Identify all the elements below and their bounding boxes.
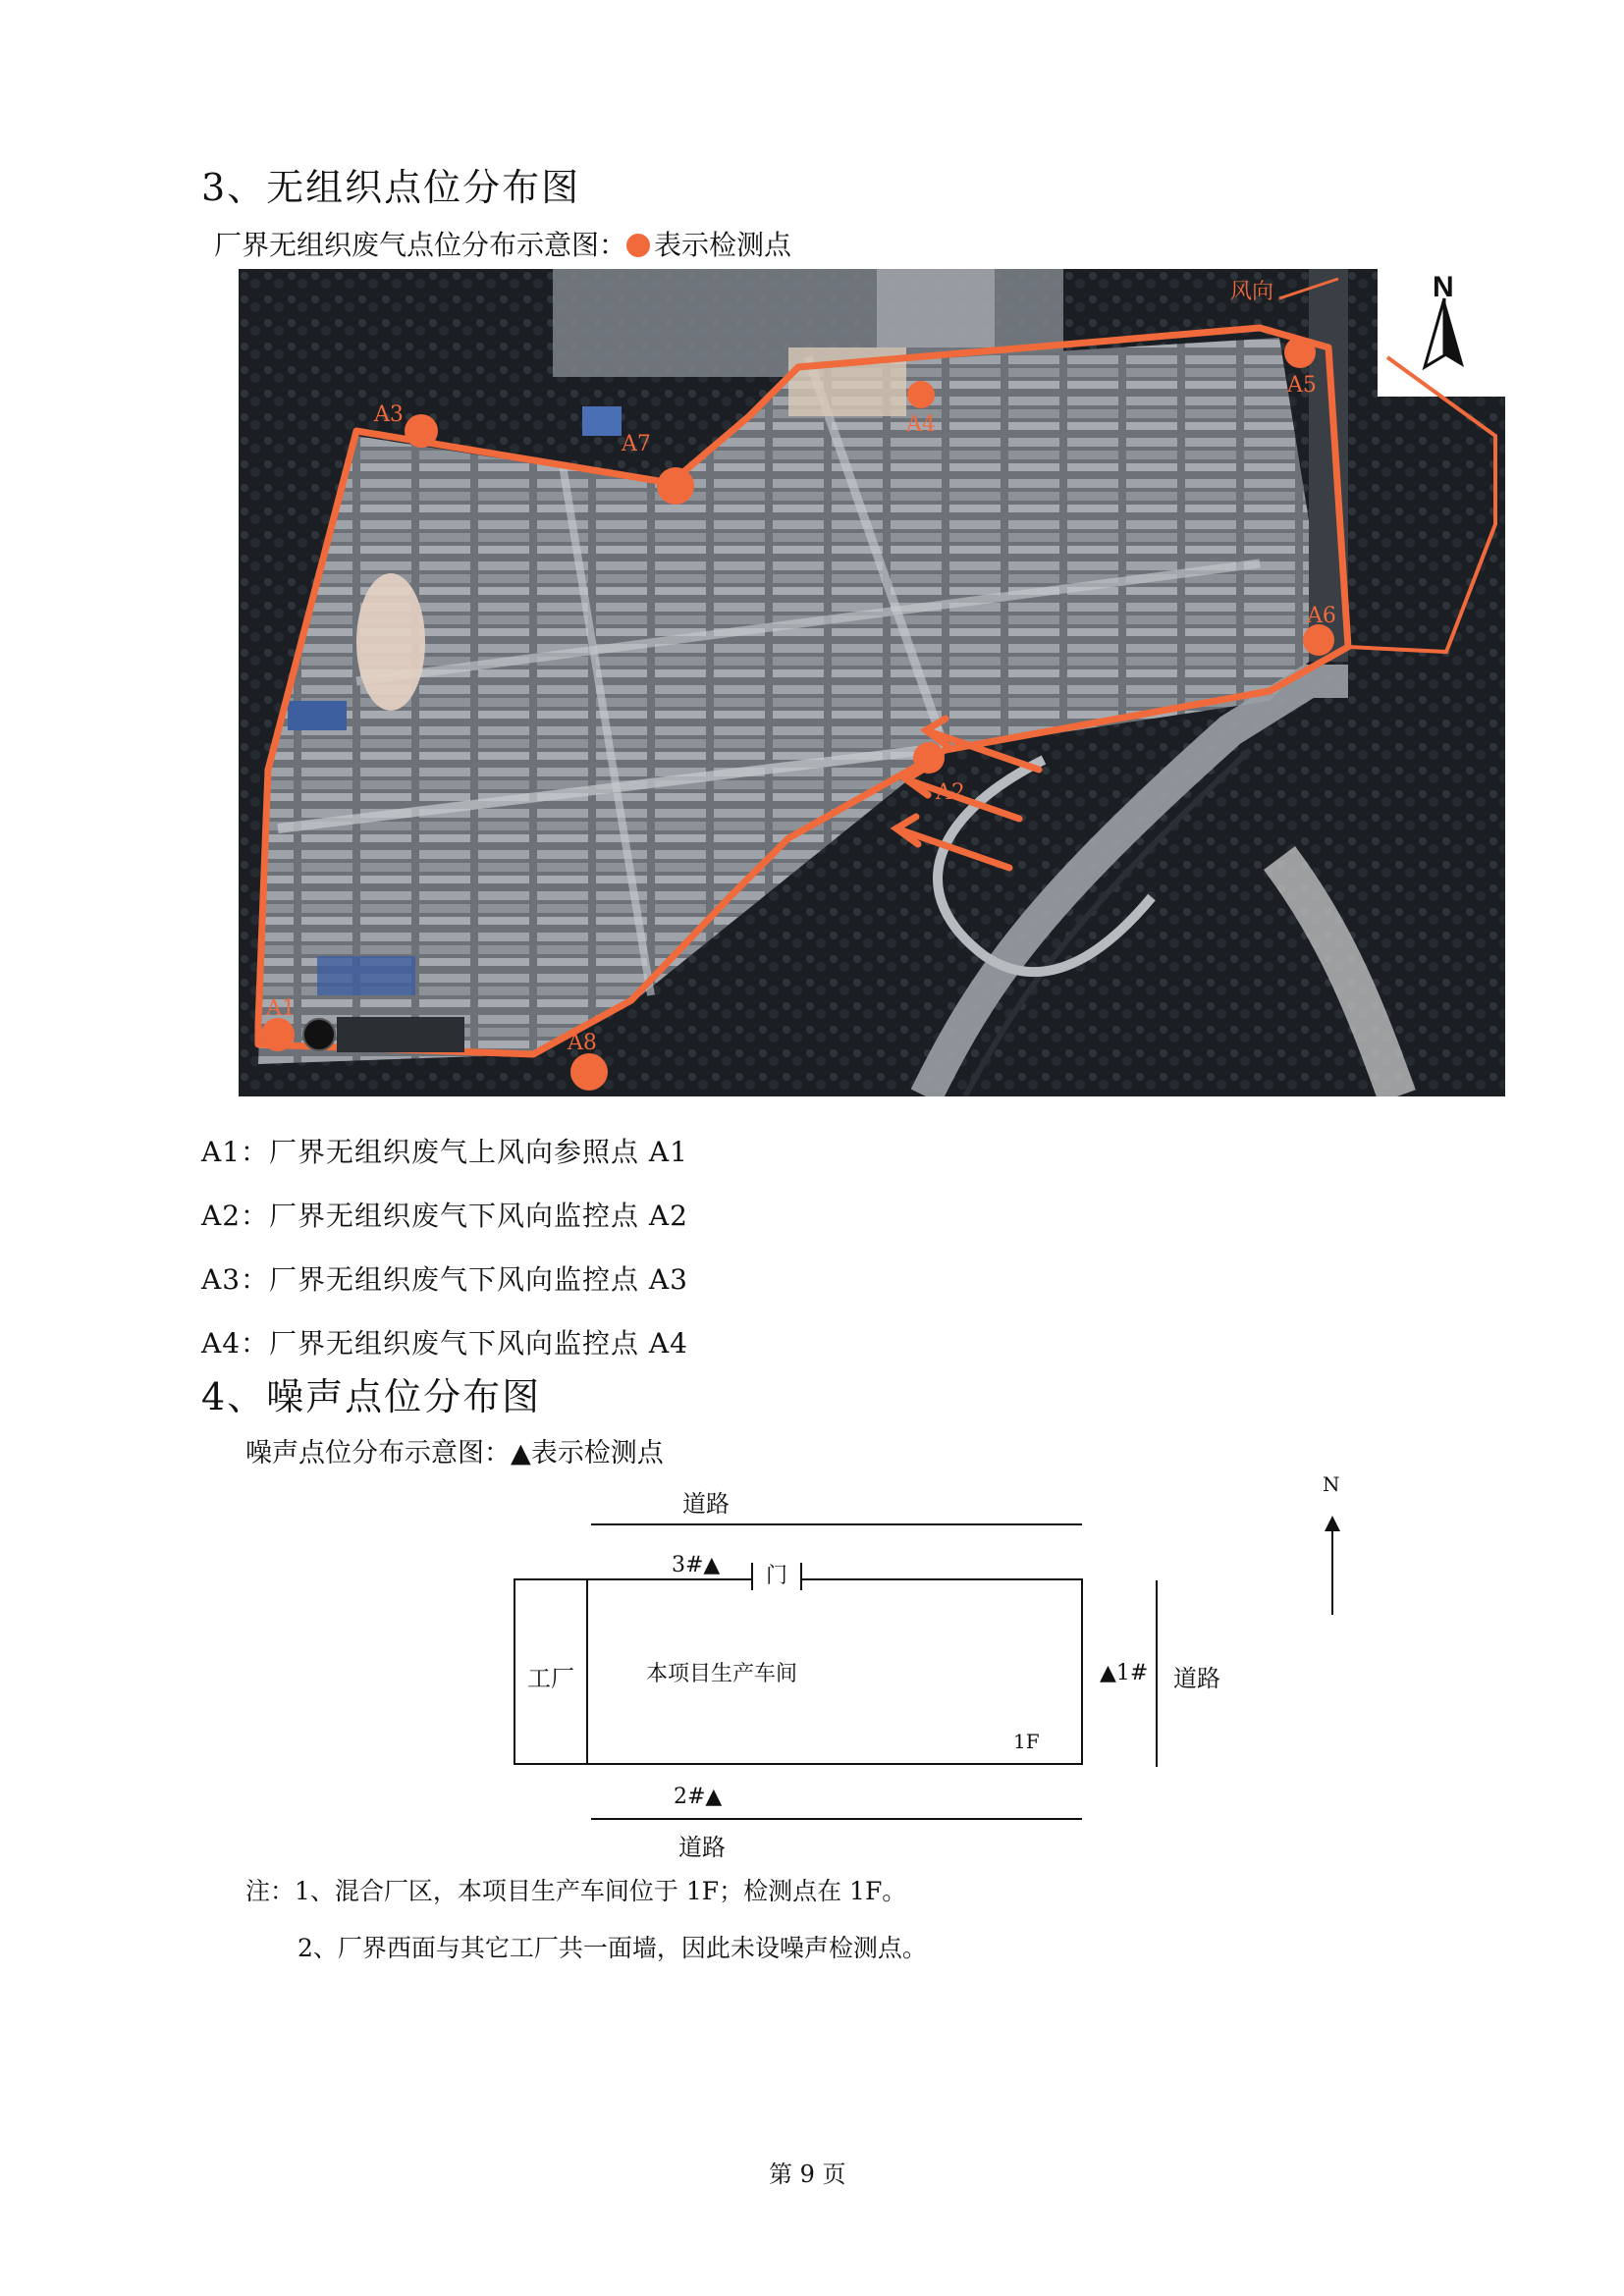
north-arrowhead-icon	[1325, 1516, 1340, 1531]
gate-right-post	[800, 1563, 802, 1590]
label-a1: A1	[266, 996, 296, 1021]
point-a1	[261, 1018, 295, 1051]
point-a4	[907, 381, 935, 408]
road-bottom-label: 道路	[678, 1834, 726, 1861]
point-a7	[657, 467, 694, 505]
note-2: 2、厂界西面与其它工厂共一面墙，因此未设噪声检测点。	[298, 1934, 927, 1962]
diagram-north-label: N	[1323, 1472, 1340, 1496]
workshop-label: 本项目生产车间	[646, 1662, 798, 1686]
point-a8	[570, 1053, 608, 1091]
map-north-label: N	[1433, 271, 1454, 303]
note-1: 注：1、混合厂区，本项目生产车间位于 1F；检测点在 1F。	[245, 1877, 907, 1905]
legend-a4: A4：厂界无组织废气下风向监控点 A4	[201, 1327, 688, 1360]
road-top-line	[591, 1523, 1082, 1525]
wind-label: 风向	[1230, 280, 1274, 304]
workshop-bottom	[586, 1763, 1083, 1765]
legend-a2: A2：厂界无组织废气下风向监控点 A2	[201, 1200, 688, 1232]
road-right-line	[1156, 1580, 1158, 1767]
factory-label: 工厂	[527, 1665, 574, 1692]
satellite-map	[239, 269, 1505, 1096]
label-a8: A8	[568, 1031, 597, 1055]
north-arrow-icon	[1331, 1526, 1333, 1615]
gate-label: 门	[766, 1564, 788, 1588]
legend-a3: A3：厂界无组织废气下风向监控点 A3	[201, 1263, 688, 1296]
label-a5: A5	[1287, 373, 1317, 398]
workshop-right	[1081, 1578, 1083, 1765]
workshop-left	[586, 1578, 588, 1765]
point-a3	[405, 414, 438, 448]
label-a3: A3	[374, 402, 404, 427]
map-caption-suffix: 表示检测点	[654, 229, 792, 261]
workshop-top-right	[800, 1578, 1083, 1580]
point-a5	[1284, 337, 1316, 368]
page-number: 第 9 页	[769, 2161, 846, 2188]
label-a4: A4	[906, 412, 936, 437]
label-a6: A6	[1307, 604, 1336, 628]
road-bottom-line	[591, 1818, 1082, 1820]
noise-point-1: ▲1#	[1100, 1661, 1149, 1685]
section3-title: 3、无组织点位分布图	[201, 166, 581, 209]
noise-caption: 噪声点位分布示意图：▲表示检测点	[245, 1438, 664, 1468]
point-a2	[913, 742, 945, 774]
map-caption	[214, 224, 791, 263]
legend-a1: A1：厂界无组织废气上风向参照点 A1	[201, 1136, 688, 1168]
label-a7: A7	[622, 432, 651, 456]
detection-dot-icon	[626, 234, 650, 257]
noise-point-2: 2#▲	[674, 1785, 723, 1809]
road-right-label: 道路	[1173, 1665, 1220, 1692]
map-caption-prefix: 厂界无组织废气点位分布示意图：	[214, 229, 627, 261]
point-a6	[1303, 624, 1334, 656]
noise-point-3: 3#▲	[672, 1553, 721, 1577]
gate-left-post	[751, 1563, 753, 1590]
noise-diagram	[236, 1472, 1512, 1865]
label-a2: A2	[936, 780, 965, 805]
road-top-label: 道路	[682, 1490, 730, 1518]
workshop-top-left	[586, 1578, 753, 1580]
section4-title: 4、噪声点位分布图	[201, 1375, 542, 1418]
floor-label: 1F	[1013, 1730, 1040, 1753]
